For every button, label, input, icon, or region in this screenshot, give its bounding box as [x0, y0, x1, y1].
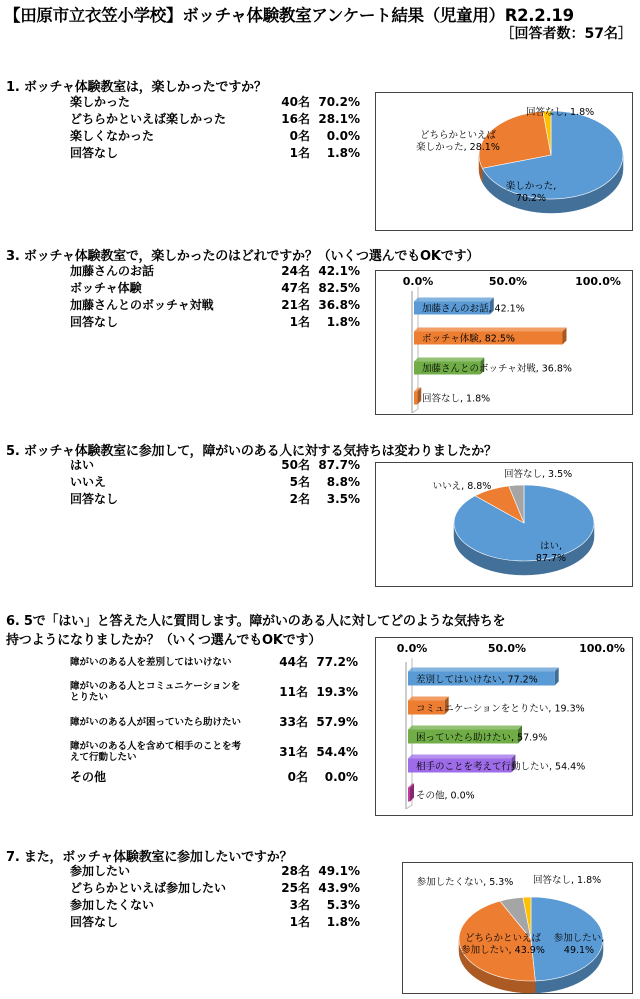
axis-floor-line: [412, 409, 418, 413]
answer-count: 11名: [279, 684, 308, 699]
bar-top-face: [408, 755, 515, 759]
answer-label: 楽しくなかった: [70, 129, 155, 143]
answer-count: 5名: [289, 475, 310, 489]
answer-percent: 82.5%: [318, 281, 360, 295]
answer-percent: 87.7%: [318, 458, 360, 472]
answer-count: 24名: [281, 264, 310, 278]
answer-count: 50名: [281, 458, 310, 472]
answer-count: 0名: [287, 769, 308, 784]
question-7-table: [70, 863, 360, 931]
table-row: [70, 280, 360, 297]
table-row: [70, 863, 360, 880]
question-7-chart-frame: [402, 862, 633, 994]
answer-count: 1名: [289, 915, 310, 929]
table-row: [70, 94, 360, 111]
bar-top-face: [408, 697, 449, 701]
table-row: [70, 491, 360, 508]
pie-data-label: 回答なし, 3.5%: [504, 469, 573, 480]
question-5-pie-chart: [376, 463, 632, 586]
answer-percent: 0.0%: [326, 129, 360, 143]
answer-count: 33名: [279, 714, 308, 729]
question-3-table: [70, 263, 360, 331]
bar-data-label: その他, 0.0%: [416, 790, 475, 802]
question-7-pie-chart: [403, 863, 632, 993]
answer-label: その他: [70, 769, 107, 784]
pie-data-label: 参加したくない, 5.3%: [416, 877, 514, 888]
answer-count: 40名: [281, 95, 310, 109]
answer-percent: 36.8%: [318, 298, 360, 312]
table-row: [70, 263, 360, 280]
bar-data-label: 差別してはいけない, 77.2%: [416, 674, 538, 686]
answer-label: 加藤さんとのボッチャ対戦: [70, 298, 214, 312]
answer-count: 1名: [289, 315, 310, 329]
table-row: [70, 145, 360, 162]
bar-data-label: 困っていたら助けたい, 57.9%: [416, 732, 548, 744]
bar-data-label: 回答なし, 1.8%: [422, 393, 491, 405]
pie-data-label: 回答なし, 1.8%: [526, 107, 595, 118]
question-6-chart-frame: [375, 637, 633, 816]
answer-percent: 57.9%: [316, 714, 358, 729]
question-5-heading: 5. ボッチャ体験教室に参加して，障がいのある人に対する気持ちは変わりましたか？: [6, 444, 497, 459]
bar-data-label: 加藤さんのお話, 42.1%: [422, 303, 525, 315]
question-6-table: [70, 647, 358, 787]
answer-count: 21名: [281, 298, 310, 312]
answer-percent: 28.1%: [318, 112, 360, 126]
question-3-bar-chart: [376, 271, 632, 414]
table-row: [70, 111, 360, 128]
axis-tick-label: 50.0%: [487, 642, 527, 655]
answer-percent: 77.2%: [316, 654, 358, 669]
answer-percent: 0.0%: [324, 769, 358, 784]
table-row: [70, 677, 358, 707]
table-row: [70, 474, 360, 491]
pie-data-label: 参加したい, 49.1%: [553, 933, 605, 956]
bar-data-label: コミュニケーションをとりたい, 19.3%: [416, 703, 585, 715]
bar-top-face: [414, 358, 484, 362]
question-3-chart-frame: [375, 270, 633, 415]
answer-label: 回答なし: [70, 492, 119, 506]
question-6-bar-chart: [376, 638, 632, 815]
answer-label: 障がいのある人を差別してはいけない: [70, 656, 232, 668]
answer-count: 3名: [289, 898, 310, 912]
pie-data-label: いいえ, 8.8%: [432, 481, 492, 492]
bar-top-face: [414, 298, 494, 302]
bar: [408, 788, 410, 802]
answer-percent: 42.1%: [318, 264, 360, 278]
axis-tick-label: 0.0%: [396, 642, 428, 655]
question-1-pie-chart: [376, 93, 632, 230]
axis-tick-label: 0.0%: [402, 275, 434, 288]
bar-data-label: ボッチャ体験, 82.5%: [422, 333, 515, 345]
answer-label: ボッチャ体験: [70, 281, 142, 295]
question-5-table: [70, 457, 360, 508]
answer-percent: 1.8%: [326, 146, 360, 160]
answer-percent: 5.3%: [326, 898, 360, 912]
bar: [414, 392, 417, 405]
answer-count: 44名: [279, 654, 308, 669]
answer-label: 参加したい: [70, 864, 131, 878]
answer-label: 参加したくない: [70, 898, 155, 912]
answer-percent: 54.4%: [316, 744, 358, 759]
bar-data-label: 加藤さんとのボッチャ対戦, 36.8%: [422, 363, 572, 375]
answer-count: 0名: [289, 129, 310, 143]
table-row: [70, 707, 358, 737]
question-7-heading: 7. また，ボッチャ体験教室に参加したいですか？: [6, 850, 293, 865]
pie-data-label: 回答なし, 1.8%: [533, 875, 602, 886]
answer-percent: 1.8%: [326, 915, 360, 929]
answer-count: 1名: [289, 146, 310, 160]
answer-percent: 3.5%: [326, 492, 360, 506]
table-row: [70, 767, 358, 787]
table-row: [70, 457, 360, 474]
page-title: 【田原市立衣笠小学校】ボッチャ体験教室アンケート結果（児童用）R2.2.19: [4, 6, 574, 25]
answer-label: 加藤さんのお話: [70, 264, 155, 278]
answer-count: 47名: [281, 281, 310, 295]
question-1-table: [70, 94, 360, 162]
answer-count: 31名: [279, 744, 308, 759]
answer-count: 16名: [281, 112, 310, 126]
question-1-heading: 1. ボッチャ体験教室は，楽しかったですか？: [6, 80, 267, 95]
table-row: [70, 914, 360, 931]
bar-top-face: [414, 328, 567, 332]
answer-label: 障がいのある人を含めて相手のことを考えて行動したい: [70, 741, 242, 763]
answer-label: どちらかといえば参加したい: [70, 881, 227, 895]
answer-label: いいえ: [70, 475, 107, 489]
axis-floor-line: [406, 805, 412, 809]
answer-count: 28名: [281, 864, 310, 878]
axis-tick-label: 100.0%: [579, 642, 625, 655]
bar-top-face: [408, 726, 522, 730]
table-row: [70, 737, 358, 767]
answer-percent: 43.9%: [318, 881, 360, 895]
answer-label: 障がいのある人とコミュニケーションをとりたい: [70, 681, 241, 703]
answer-label: 楽しかった: [70, 95, 131, 109]
pie-data-label: はい, 87.7%: [535, 541, 567, 564]
question-1-chart-frame: [375, 92, 633, 231]
pie-data-label: どちらかといえば楽しかった, 28.1%: [416, 130, 500, 153]
answer-count: 25名: [281, 881, 310, 895]
pie-data-label: どちらかといえば参加したい, 43.9%: [461, 933, 545, 956]
answer-label: 回答なし: [70, 915, 119, 929]
answer-percent: 19.3%: [316, 684, 358, 699]
bar-data-label: 相手のことを考えて行動したい, 54.4%: [416, 761, 586, 773]
axis-tick-label: 100.0%: [575, 275, 621, 288]
answer-percent: 70.2%: [318, 95, 360, 109]
answer-label: 回答なし: [70, 315, 119, 329]
bar-top-face: [408, 668, 559, 672]
table-row: [70, 647, 358, 677]
question-3-heading: 3. ボッチャ体験教室で，楽しかったのはどれですか？（いくつ選んでもOKです）: [6, 249, 480, 264]
table-row: [70, 297, 360, 314]
answer-percent: 1.8%: [326, 315, 360, 329]
answer-label: 障がいのある人が困っていたら助けたい: [70, 716, 242, 728]
answer-percent: 49.1%: [318, 864, 360, 878]
table-row: [70, 314, 360, 331]
table-row: [70, 880, 360, 897]
pie-data-label: 楽しかった, 70.2%: [505, 181, 557, 204]
question-6-heading-line-2: 持つようになりましたか？（いくつ選んでもOKです）: [6, 633, 322, 648]
answer-label: はい: [70, 458, 95, 472]
question-6-heading-line-1: 6. 5で「はい」と答えた人に質問します。障がいのある人に対してどのような気持ちを: [6, 614, 506, 629]
answer-percent: 8.8%: [326, 475, 360, 489]
respondent-count: ［回答者数：57名］: [500, 26, 632, 42]
answer-label: どちらかといえば楽しかった: [70, 112, 227, 126]
question-5-chart-frame: [375, 462, 633, 587]
table-row: [70, 897, 360, 914]
axis-tick-label: 50.0%: [488, 275, 528, 288]
answer-label: 回答なし: [70, 146, 119, 160]
table-row: [70, 128, 360, 145]
answer-count: 2名: [289, 492, 310, 506]
